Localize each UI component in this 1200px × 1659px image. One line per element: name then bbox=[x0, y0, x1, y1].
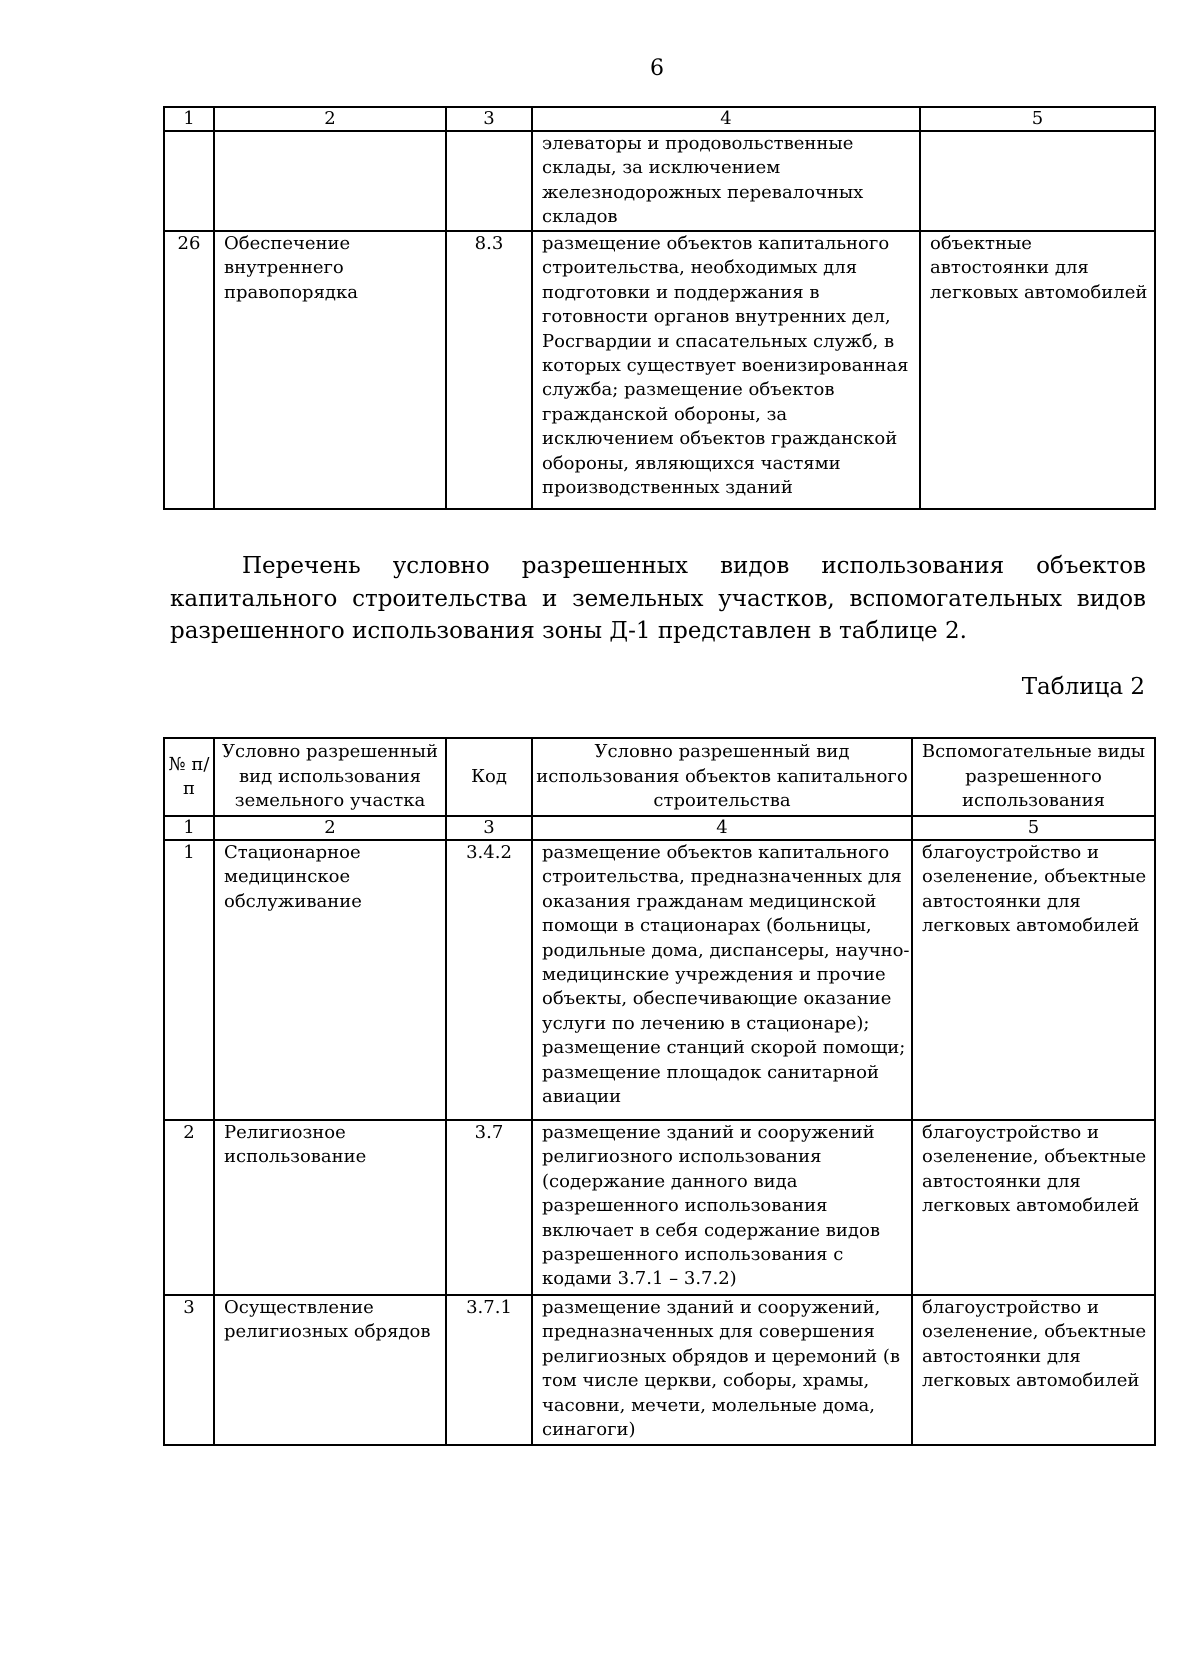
column-number: 5 bbox=[912, 816, 1155, 840]
auxiliary-uses: благоустройство и озеленение, объектные автостоянки для легковых автомобилей bbox=[912, 1295, 1155, 1445]
use-description: размещение зданий и сооружений религиозного использования (содержание данного вида разрешенного использования включает в себя содержание видов разрешенного использования с кодами 3.7.1 – 3.7.2) bbox=[532, 1120, 912, 1295]
column-number: 2 bbox=[214, 107, 446, 131]
header-use-name: Условно разрешенный вид использования земельного участка bbox=[214, 738, 446, 816]
row-number: 26 bbox=[164, 231, 214, 509]
auxiliary-uses: благоустройство и озеленение, объектные автостоянки для легковых автомобилей bbox=[912, 1120, 1155, 1295]
use-name: Обеспечение внутреннего правопорядка bbox=[214, 231, 446, 509]
use-name: Стационарное медицинское обслуживание bbox=[214, 840, 446, 1120]
use-code: 3.7 bbox=[446, 1120, 532, 1295]
table-caption: Таблица 2 bbox=[1021, 674, 1145, 700]
column-number: 1 bbox=[164, 816, 214, 840]
auxiliary-uses bbox=[920, 131, 1155, 231]
use-description: размещение объектов капитального строительства, предназначенных для оказания гражданам медицинской помощи в стационарах (больницы, родильные дома, диспансеры, научно-медицинские учреждения и прочие объекты, обеспечивающие оказание услуги по лечению в стационаре); размещение станций скорой помощи; размещение площадок санитарной авиации bbox=[532, 840, 912, 1120]
row-number: 2 bbox=[164, 1120, 214, 1295]
use-code: 8.3 bbox=[446, 231, 532, 509]
intro-paragraph: Перечень условно разрешенных видов использования объектов капитального строительства и земельных участков, вспомогательных видов разрешенного использования зоны Д-1 представлен в таблице 2. bbox=[170, 553, 1146, 644]
column-number-row bbox=[164, 816, 1155, 840]
column-number: 3 bbox=[446, 816, 532, 840]
use-name: Осуществление религиозных обрядов bbox=[214, 1295, 446, 1445]
column-number-row bbox=[164, 107, 1155, 131]
column-number: 3 bbox=[446, 107, 532, 131]
use-description: размещение объектов капитального строительства, необходимых для подготовки и поддержания в готовности органов внутренних дел, Росгвардии и спасательных служб, в которых существует военизированная служба; размещение объектов гражданской обороны, за исключением объектов гражданской обороны, являющихся частями производственных зданий bbox=[532, 231, 920, 509]
table-row bbox=[164, 131, 1155, 231]
use-description: размещение зданий и сооружений, предназначенных для совершения религиозных обрядов и церемоний (в том числе церкви, соборы, храмы, часовни, мечети, молельные дома, синагоги) bbox=[532, 1295, 912, 1445]
header-row-number: № п/п bbox=[164, 738, 214, 816]
row-number bbox=[164, 131, 214, 231]
table-row bbox=[164, 840, 1155, 1120]
use-name bbox=[214, 131, 446, 231]
use-code bbox=[446, 131, 532, 231]
header-auxiliary: Вспомогательные виды разрешенного использования bbox=[912, 738, 1155, 816]
conditional-uses-table bbox=[163, 737, 1156, 1446]
use-name: Религиозное использование bbox=[214, 1120, 446, 1295]
use-description: элеваторы и продовольственные склады, за исключением железнодорожных перевалочных складов bbox=[532, 131, 920, 231]
header-code: Код bbox=[446, 738, 532, 816]
table-row bbox=[164, 1295, 1155, 1445]
column-number: 1 bbox=[164, 107, 214, 131]
row-number: 1 bbox=[164, 840, 214, 1120]
table-row bbox=[164, 1120, 1155, 1295]
column-number: 4 bbox=[532, 816, 912, 840]
header-row bbox=[164, 738, 1155, 816]
table-row bbox=[164, 231, 1155, 509]
use-code: 3.4.2 bbox=[446, 840, 532, 1120]
column-number: 5 bbox=[920, 107, 1155, 131]
column-number: 4 bbox=[532, 107, 920, 131]
row-number: 3 bbox=[164, 1295, 214, 1445]
auxiliary-uses: объектные автостоянки для легковых автомобилей bbox=[920, 231, 1155, 509]
column-number: 2 bbox=[214, 816, 446, 840]
header-description: Условно разрешенный вид использования объектов капитального строительства bbox=[532, 738, 912, 816]
page-number: 6 bbox=[650, 56, 664, 81]
auxiliary-uses: благоустройство и озеленение, объектные автостоянки для легковых автомобилей bbox=[912, 840, 1155, 1120]
use-code: 3.7.1 bbox=[446, 1295, 532, 1445]
permitted-uses-table-continuation bbox=[163, 106, 1156, 510]
